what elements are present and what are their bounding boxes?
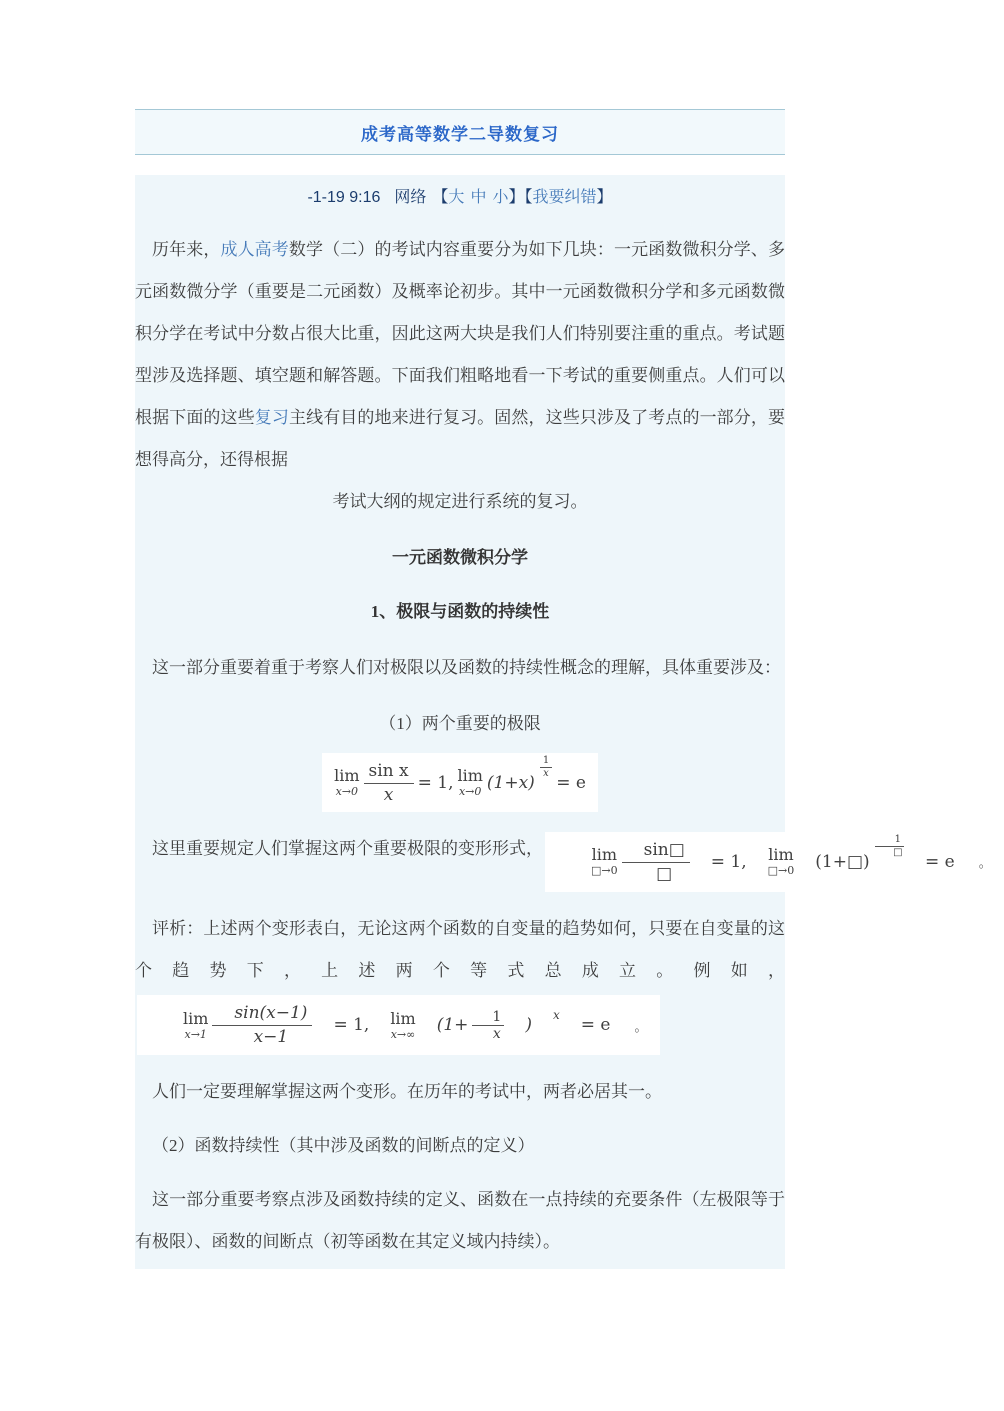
limit-operator: lim □→0 (767, 845, 795, 878)
period-mark: 。 (634, 1019, 648, 1035)
publish-datetime: -1-19 9:16 (307, 189, 381, 206)
limit-operator: lim □→0 (591, 845, 618, 878)
limit-operator: lim x→∞ (390, 1008, 416, 1041)
math-expression (334, 754, 586, 805)
equals-e: = e (925, 851, 955, 872)
paragraph-intro (135, 229, 785, 481)
paragraph-intro-lastline: 考试大纲的规定进行系统的复习。 (332, 492, 588, 511)
base-expression: (1+□) (815, 851, 870, 872)
base-expression: (1+x) (486, 772, 535, 793)
font-size-medium-link[interactable]: 中 (470, 189, 487, 206)
font-size-large-link[interactable]: 大 (448, 189, 465, 206)
close-paren: ) (525, 1015, 532, 1036)
report-error-link[interactable]: 我要纠错 (532, 189, 597, 206)
item-heading-continuity: （2）函数持续性（其中涉及函数的间断点的定义） (152, 1135, 535, 1155)
formula-image-two-limits (322, 753, 598, 812)
bracket-open: 【 (432, 189, 449, 206)
article-body (135, 175, 992, 1269)
fraction: $\frac{\sin□}{□}$ (622, 840, 690, 883)
subsection-heading: 1、极限与函数的持续性 (370, 602, 550, 621)
paragraph-variant-forms (135, 828, 992, 891)
period-mark: 。 (978, 856, 992, 872)
paragraph-analysis (135, 908, 785, 1055)
paragraph-master-variants: 人们一定要理解掌握这两个变形。在历年的考试中，两者必居其一。 (152, 1081, 662, 1101)
equals-one: = 1, (333, 1015, 370, 1036)
equals-one: = 1, (710, 851, 747, 872)
formula-two-limits-wrapper (135, 753, 785, 812)
equals-e: = e (556, 772, 586, 793)
exponent-fraction: 1 □ (875, 834, 904, 860)
formula-image-variant-placeholder (545, 832, 1004, 891)
variant-text: 这里重要规定人们掌握这两个重要极限的变形形式， (152, 839, 543, 859)
equals-one: = 1, (417, 772, 454, 793)
exponent: x (552, 1008, 560, 1023)
page-title: 成考高等数学二导数复习 (361, 124, 559, 144)
section-heading: 一元函数微积分学 (392, 548, 528, 567)
font-size-small-link[interactable]: 小 (492, 189, 509, 206)
open-paren: (1+ (436, 1015, 469, 1036)
limit-operator: lim x→0 (457, 766, 483, 799)
intro-text: 数学（二）的考试内容重要分为如下几块：一元函数微积分学、多元函数微分学（重要是二元函数）及概率论初步。其中一元函数微积分学和多元函数微积分学在考试中分数占很大比重，因此这两大块是我们人们特别要注重的重点。考试题型涉及选择题、填空题和解答题。下面我们粗略地看一下考试的重要侧重点。人们可以根据下面的这些 (135, 240, 786, 427)
review-link[interactable]: 复习 (254, 408, 289, 427)
bracket-close: 】 (596, 189, 613, 206)
document-page (135, 109, 992, 1269)
paragraph-continuity-points: 这一部分重要考察点涉及函数持续的定义、函数在一点持续的充要条件（左极限等于有极限）、函数的间断点（初等函数在其定义域内持续）。 (135, 1189, 785, 1251)
meta-bar (135, 183, 785, 213)
formula-image-variant-example (137, 995, 660, 1054)
analysis-text: 评析：上述两个变形表白，无论这两个函数的自变量的趋势如何，只要在自变量的这个趋势下，上述两个等式总成立。例如， (135, 918, 785, 980)
inner-fraction: $\frac{1}{x}$ (472, 1010, 504, 1041)
source-label: 网络 (394, 189, 427, 206)
fraction: $\frac{\text{sin x}}{x}$ (364, 761, 414, 804)
article-title-band (135, 109, 785, 155)
math-expression (166, 1003, 648, 1046)
intro-text: 主线有目的地来进行复习。固然，这些只涉及了考点的一部分，要想得高分，还得根据 (135, 408, 786, 469)
bracket-open: 【 (524, 189, 533, 206)
equals-e: = e (580, 1015, 611, 1036)
item-heading-two-limits: （1）两个重要的极限 (379, 714, 541, 733)
intro-text: 历年来， (152, 240, 221, 259)
adult-exam-link[interactable]: 成人高考 (220, 240, 289, 259)
limit-operator: lim x→1 (183, 1008, 209, 1041)
fraction: $\frac{\sin(x-1)}{x-1}$ (212, 1003, 312, 1046)
math-expression (574, 833, 992, 884)
bracket-close: 】 (508, 189, 525, 206)
limit-operator: lim x→0 (334, 766, 360, 799)
paragraph-limits-intro: 这一部分重要着重于考察人们对极限以及函数的持续性概念的理解，具体重要涉及： (152, 658, 781, 677)
exponent-fraction: $\frac{1}{x}$ (540, 755, 552, 781)
